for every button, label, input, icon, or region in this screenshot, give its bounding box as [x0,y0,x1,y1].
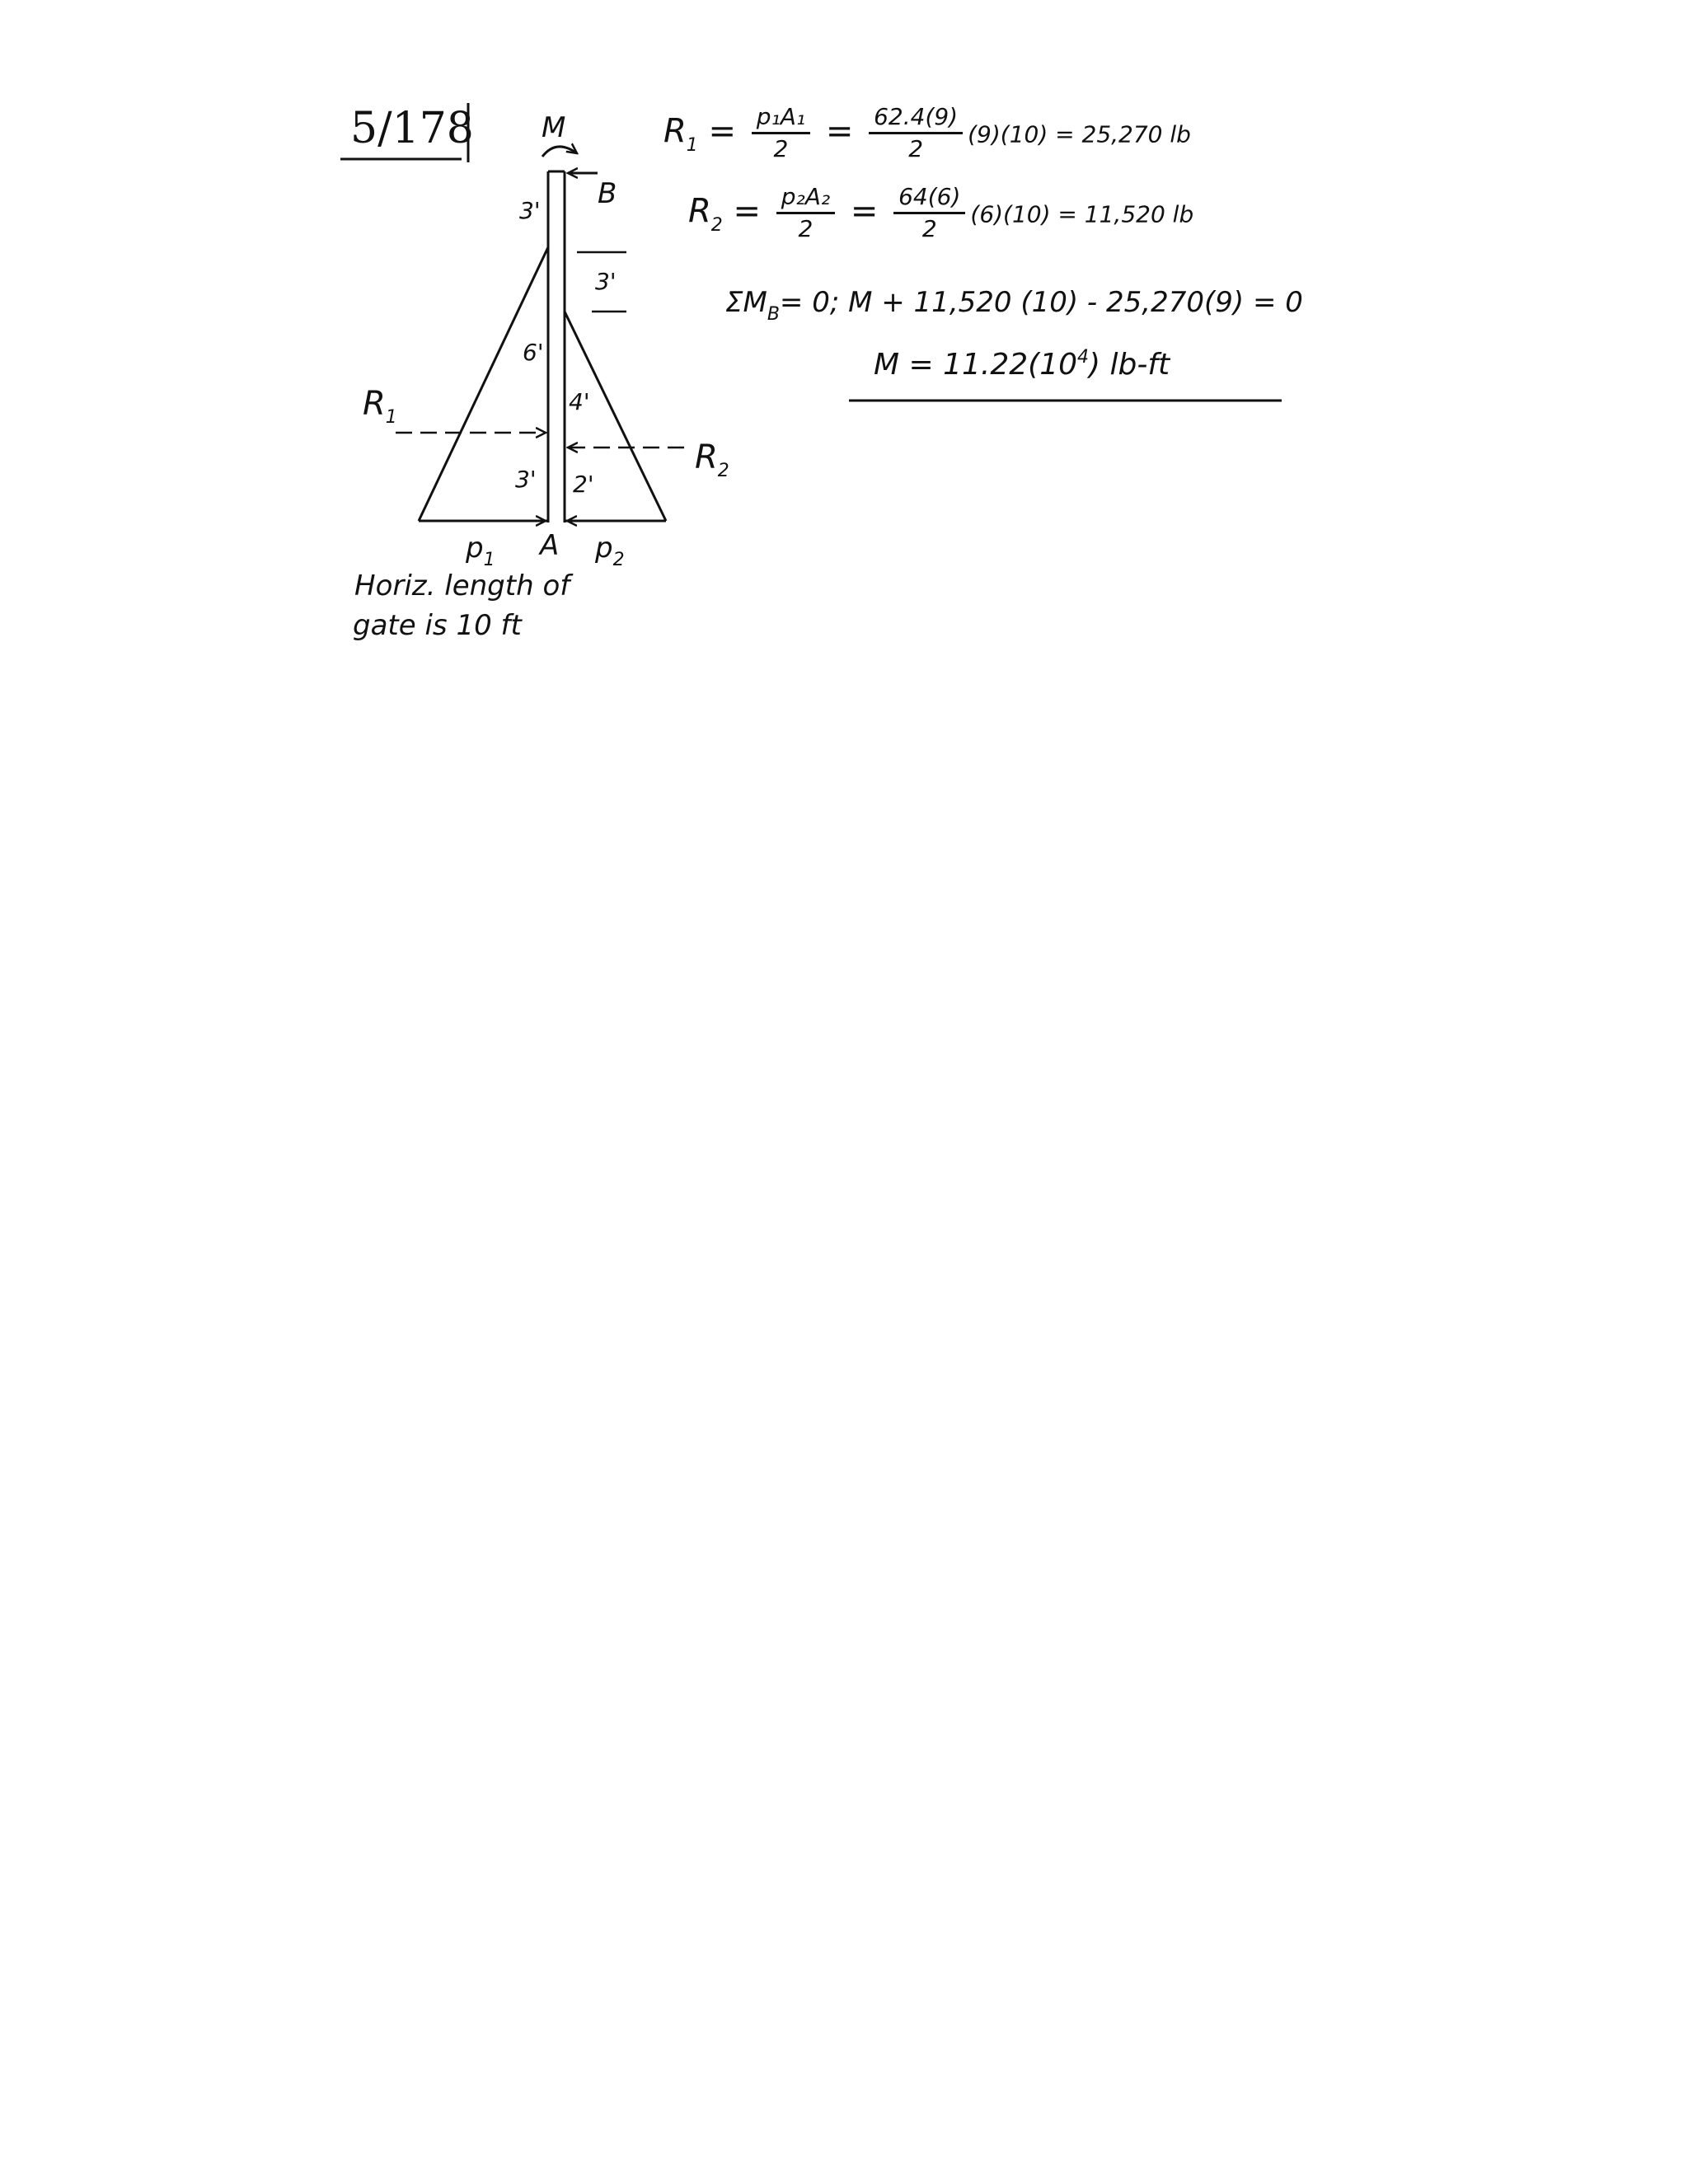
problem-number: 5/178 [350,104,474,153]
moment-arc [542,147,577,157]
dim-left-mid: 6' [523,339,544,366]
equation-r1: $R_1$ = $\frac{\text{p₁A₁}}{2}$ = $\frac{62.4(9)}{2}$ (9)(10) = 25,270 lb [663,103,1191,162]
pressure-p2-label: $p_2$ [595,532,625,570]
point-a-label: A [540,529,560,562]
pressure-p1-label: $p_1$ [466,532,495,570]
dim-right-top: 3' [595,268,617,295]
equation-r2: $R_2$ = $\frac{\text{p₂A₂}}{2}$ = $\frac{64(6)}{2}$ (6)(10) = 11,520 lb [688,183,1194,242]
dim-right-bottom: 2' [573,471,594,498]
answer-moment: $M = 11.22(10^4)$ lb-ft [874,347,1170,382]
force-r2-label: $R_2$ [695,438,729,481]
moment-label: M [542,111,566,144]
force-r1-label: $R_1$ [363,385,397,428]
eq1-fraction-numeric: $\frac{62.4(9)}{2}$ [869,105,963,161]
eq1-fraction-symbolic: $\frac{\text{p₁A₁}}{2}$ [752,105,810,161]
eq2-fraction-symbolic: $\frac{\text{p₂A₂}}{2}$ [776,185,835,241]
dim-right-mid: 4' [569,388,590,415]
note-line-2: gate is 10 ft [353,609,522,642]
note-line-1: Horiz. length of [354,569,570,602]
dim-left-bottom: 3' [515,466,537,493]
dim-top-left: 3' [519,197,541,224]
point-b-label: B [598,177,617,210]
eq2-fraction-numeric: $\frac{64(6)}{2}$ [893,185,965,241]
equation-moment-sum: $\Sigma M_B= 0$; M + 11,520 (10) - 25,270(9) = 0 [725,286,1303,325]
